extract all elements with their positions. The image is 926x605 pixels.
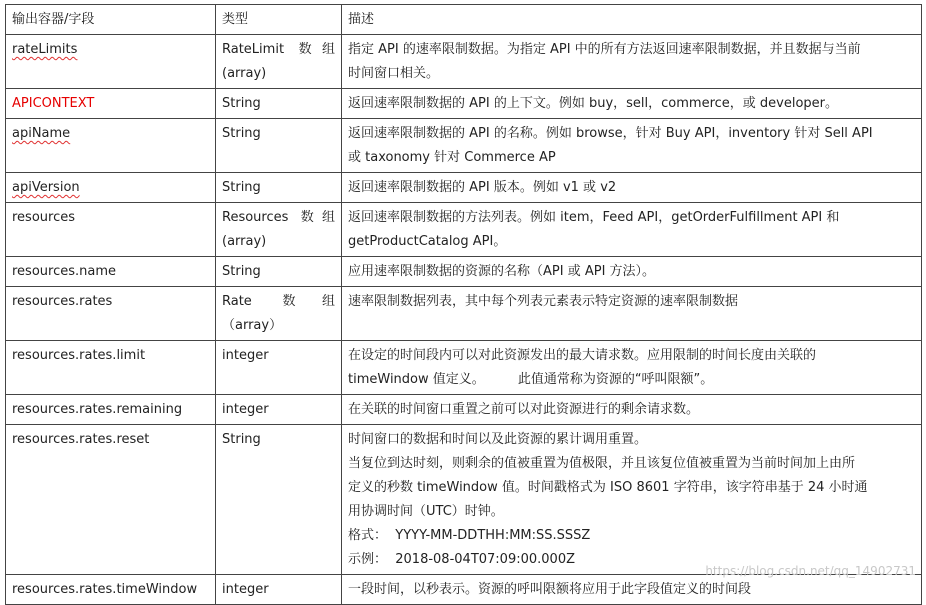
field-name: resources.rates.limit [6,341,216,395]
field-description: 返回速率限制数据的 API 的名称。例如 browse，针对 Buy API，inventory 针对 Sell API 或 taxonomy 针对 Commerce AP [342,119,922,173]
field-description: 返回速率限制数据的方法列表。例如 item，Feed API，getOrderFulfillment API 和 getProductCatalog API。 [342,203,922,257]
table-row [6,89,922,119]
field-name: rateLimits [6,35,216,89]
field-type: String [216,119,342,173]
table-header-row [6,5,922,35]
field-description: 返回速率限制数据的 API 版本。例如 v1 或 v2 [342,173,922,203]
field-description: 在设定的时间段内可以对此资源发出的最大请求数。应用限制的时间长度由关联的 timeWindow 值定义。 此值通常称为资源的“呼叫限额”。 [342,341,922,395]
table-row [6,119,922,173]
field-name: resources.rates.reset [6,425,216,575]
field-table [5,4,922,605]
field-name: resources.rates.timeWindow [6,575,216,605]
field-description: 应用速率限制数据的资源的名称（API 或 API 方法）。 [342,257,922,287]
field-description: 速率限制数据列表，其中每个列表元素表示特定资源的速率限制数据 [342,287,922,341]
field-type: Rate 数组 （array） [216,287,342,341]
field-name: resources.rates [6,287,216,341]
header-type: 类型 [216,5,342,35]
table-row [6,425,922,575]
field-type: integer [216,395,342,425]
field-description: 返回速率限制数据的 API 的上下文。例如 buy，sell，commerce，或 developer。 [342,89,922,119]
table-row [6,35,922,89]
field-description: 一段时间，以秒表示。资源的呼叫限额将应用于此字段值定义的时间段 [342,575,922,605]
header-field: 输出容器/字段 [6,5,216,35]
field-type: String [216,89,342,119]
field-name: resources.rates.remaining [6,395,216,425]
table-row [6,341,922,395]
field-name: resources.name [6,257,216,287]
field-type: integer [216,341,342,395]
table-row [6,395,922,425]
field-type: String [216,257,342,287]
watermark-url: https://blog.csdn.net/qq_14902731 [705,564,916,578]
field-name: apiVersion [6,173,216,203]
field-name: apiName [6,119,216,173]
table-row [6,203,922,257]
header-description: 描述 [342,5,922,35]
field-name: resources [6,203,216,257]
field-type: Resources 数组 (array) [216,203,342,257]
table-row [6,173,922,203]
field-description: 时间窗口的数据和时间以及此资源的累计调用重置。 当复位到达时刻，则剩余的值被重置为值极限，并且该复位值被重置为当前时间加上由所 定义的秒数 timeWindow 值。时间戳格式为 ISO 8601 字符串，该字符串基于 24 小时通 用协调时间（UTC）时钟。 格式： YYYY-MM-DDTHH:MM:SS.SSSZ 示例： 2018-08-04T07:09:00.000Z [342,425,922,575]
field-type: integer [216,575,342,605]
field-type: RateLimit 数组 (array) [216,35,342,89]
field-name: APICONTEXT [6,89,216,119]
field-type: String [216,173,342,203]
table-row [6,575,922,605]
field-type: String [216,425,342,575]
table-row [6,257,922,287]
field-description: 在关联的时间窗口重置之前可以对此资源进行的剩余请求数。 [342,395,922,425]
field-description: 指定 API 的速率限制数据。为指定 API 中的所有方法返回速率限制数据，并且数据与当前 时间窗口相关。 [342,35,922,89]
table-row [6,287,922,341]
